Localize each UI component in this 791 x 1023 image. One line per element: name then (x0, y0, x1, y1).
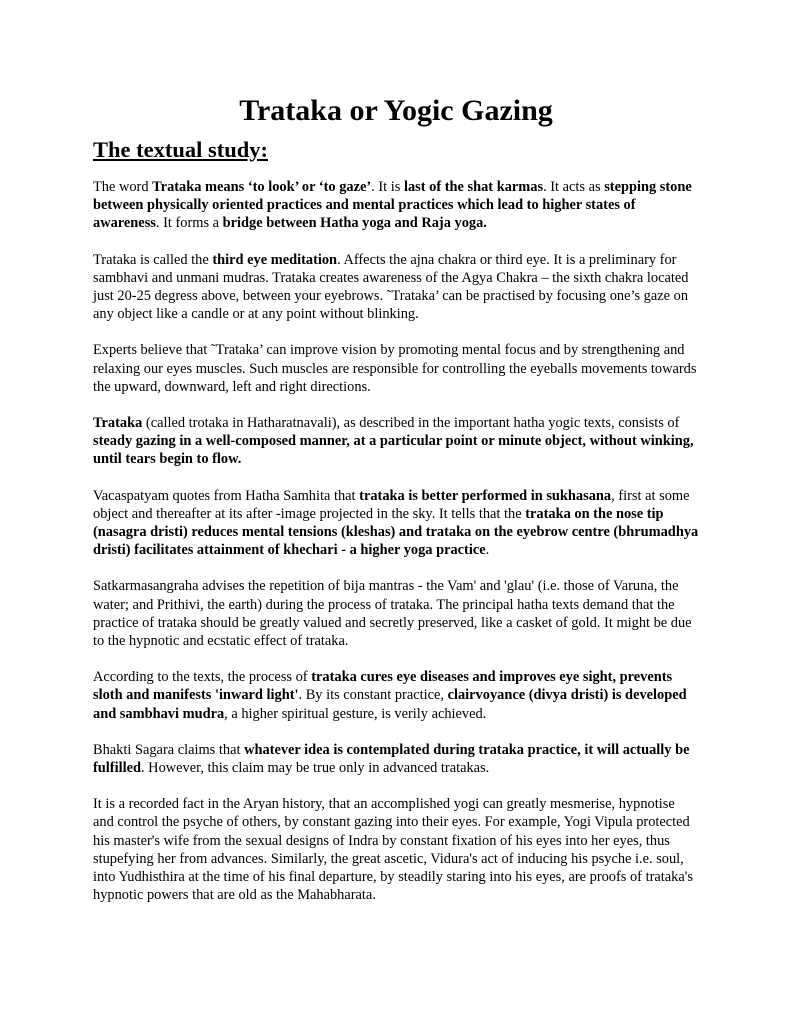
text-run: , first at some object and thereafter at its after -image projected in the sky. It tells that the (93, 487, 690, 522)
bold-run: last of the shat karmas (403, 179, 544, 195)
bold-run: bridge between Hatha yoga and Raja yoga. (222, 215, 487, 232)
text-run: (called trotaka in Hatharatnavali), as described in the important hatha yogic texts, consists of (142, 415, 680, 432)
text-run: The word (93, 179, 153, 195)
text-run: . It acts as (543, 179, 605, 195)
text-run: . It forms a (155, 215, 223, 232)
text-run: . However, this claim may be true only in advanced tratakas. (140, 760, 490, 777)
paragraph-1 (93, 178, 699, 233)
text-run: Bhakti Sagara claims that (93, 741, 245, 758)
text-run: . It is (371, 179, 404, 195)
bold-run: trataka on the nose tip (nasagra dristi) reduces mental tensions (kleshas) and trataka on the eyebrow centre (bhrumadhya dristi) facilitates attainment of khechari - a higher yoga practice (93, 505, 699, 559)
text-run: . (485, 542, 490, 559)
bold-run: trataka is better performed in sukhasana (359, 487, 612, 504)
bold-run: trataka cures eye diseases and improves eye sight, prevents sloth and manifests 'inward light' (93, 669, 673, 704)
text-run: Satkarmasangraha advises the repetition of bija mantras - the Vam' and 'glau' (i.e. those of Varuna, the water; and Prithivi, the earth) during the process of trataka. The principal hatha texts demand that the practice of trataka should be greatly valued and secretly preserved, like a casket of gold. It might be due to the hypnotic and ecstatic effect of trataka. (93, 578, 692, 650)
bold-run: third eye meditation (212, 251, 338, 268)
text-run: Vacaspatyam quotes from Hatha Samhita that (93, 487, 360, 504)
paragraph-7 (93, 668, 699, 723)
paragraph-5 (93, 487, 699, 560)
paragraph-8 (93, 741, 699, 777)
bold-run: whatever idea is contemplated during trataka practice, it will actually be fulfilled (93, 741, 690, 777)
document-page (93, 92, 699, 923)
bold-run: clairvoyance (divya dristi) is developed and sambhavi mudra (93, 687, 687, 722)
text-run: Experts believe that ˜Trataka’ can improve vision by promoting mental focus and by strengthening and relaxing our eyes muscles. Such muscles are responsible for controlling the eyeballs movements towards the upward, downward, left and right directions. (93, 342, 697, 395)
text-run: According to the texts, the process of (93, 669, 312, 686)
bold-run: Trataka (93, 415, 143, 432)
paragraph-3 (93, 341, 699, 396)
text-run: , a higher spiritual gesture, is verily achieved. (224, 705, 487, 722)
paragraph-2 (93, 251, 699, 324)
document-title: Trataka or Yogic Gazing (239, 94, 553, 127)
text-run: . Affects the ajna chakra or third eye. It is a preliminary for sambhavi and unmani mudras. Trataka creates awareness of the Agya Chakra – the sixth chakra located just 20-25 degress above, between your eyebrows. ˜Trataka’ can be practised by focusing one’s gaze on any object like a candle or at any point without blinking. (93, 251, 689, 323)
bold-run: steady gazing in a well-composed manner, at a particular point or minute object, without winking, until tears begin to flow. (93, 433, 694, 468)
text-run: . By its constant practice, (298, 687, 448, 704)
bold-run: Trataka means ‘to look’ or ‘to gaze’ (152, 179, 372, 195)
paragraph-4 (93, 414, 699, 469)
bold-run: stepping stone between physically oriented practices and mental practices which lead to higher states of awareness (93, 179, 692, 232)
paragraph-9 (93, 795, 699, 904)
section-heading: The textual study: (93, 137, 269, 162)
text-run: Trataka is called the (93, 251, 213, 268)
paragraph-6 (93, 577, 699, 650)
text-run: It is a recorded fact in the Aryan history, that an accomplished yogi can greatly mesmerise, hypnotise and control the psyche of others, by constant gazing into their eyes. For example, Yogi Vipula protected his master's wife from the sexual designs of Indra by constant fixation of his eyes into her eyes, thus stupefying her from advances. Similarly, the great ascetic, Vidura's act of inducing his psyche i.e. soul, into Yudhisthira at the time of his final departure, by steadily staring into his eyes, are proofs of trataka's hypnotic powers that are old as the Mahabharata. (93, 796, 693, 904)
